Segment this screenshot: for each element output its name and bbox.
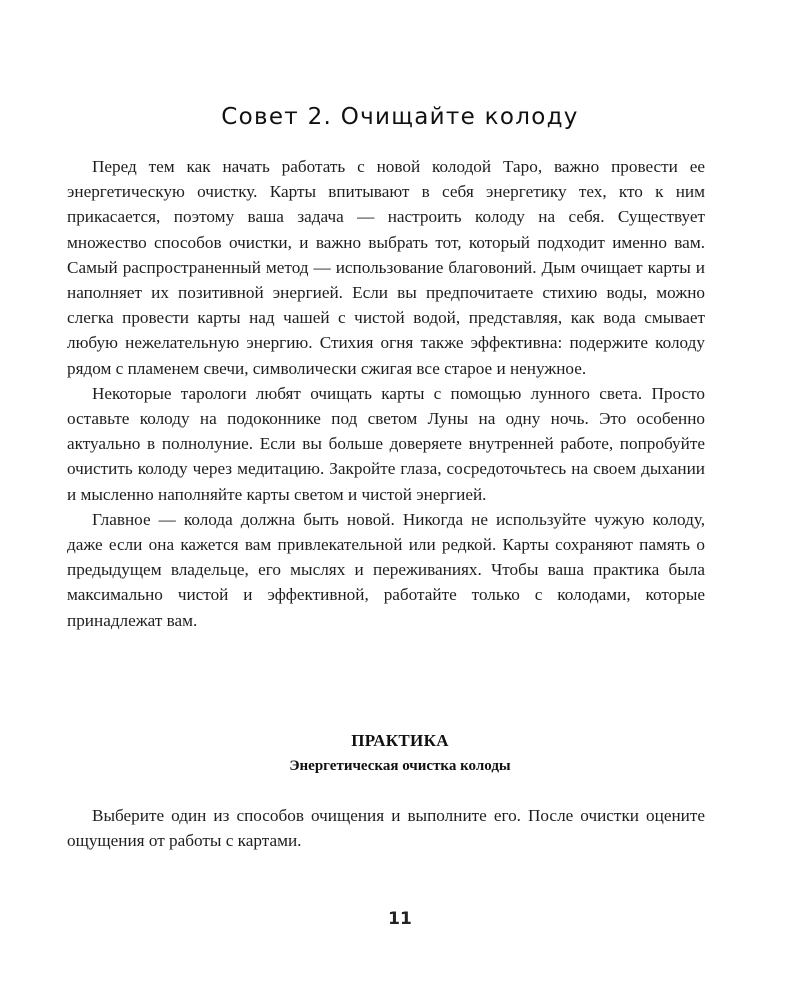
chapter-body — [67, 154, 705, 633]
paragraph-1: Перед тем как начать работать с новой колодой Таро, важно провести ее энергетическую очистку. Карты впитывают в себя энергетику тех, кто к ним прикасается, поэтому ваша задача — настроить колоду на себя. Существует множество способов очистки, и важно выбрать тот, который подходит именно вам. Самый распространенный метод — использование благовоний. Дым очищает карты и наполняет их позитивной энергией. Если вы предпочитаете стихию воды, можно слегка провести карты над чашей с чистой водой, представляя, как вода смывает любую нежелательную энергию. Стихия огня также эффективна: подержите колоду рядом с пламенем свечи, символически сжигая все старое и ненужное. — [67, 157, 705, 378]
practice-subheading: Энергетическая очистка колоды — [289, 758, 511, 774]
practice-heading: ПРАКТИКА — [351, 731, 449, 750]
practice-paragraph: Выберите один из способов очищения и выполните его. После очистки оцените ощущения от работы с картами. — [67, 806, 705, 851]
paragraph-2: Некоторые тарологи любят очищать карты с помощью лунного света. Просто оставьте колоду на подоконнике под светом Луны на одну ночь. Это особенно актуально в полнолуние. Если вы больше доверяете внутренней работе, попробуйте очистить колоду через медитацию. Закройте глаза, сосредоточьтесь на своем дыхании и мысленно наполняйте карты светом и чистой энергией. — [67, 383, 705, 504]
paragraph-3: Главное — колода должна быть новой. Никогда не используйте чужую колоду, даже если она кажется вам привлекательной или редкой. Карты сохраняют память о предыдущем владельце, его мыслях и переживаниях. Чтобы ваша практика была максимально чистой и эффективной, работайте только с колодами, которые принадлежат вам. — [67, 509, 705, 630]
page-number: 11 — [388, 909, 412, 929]
practice-body — [67, 803, 705, 853]
chapter-title: Совет 2. Очищайте колоду — [221, 104, 579, 130]
